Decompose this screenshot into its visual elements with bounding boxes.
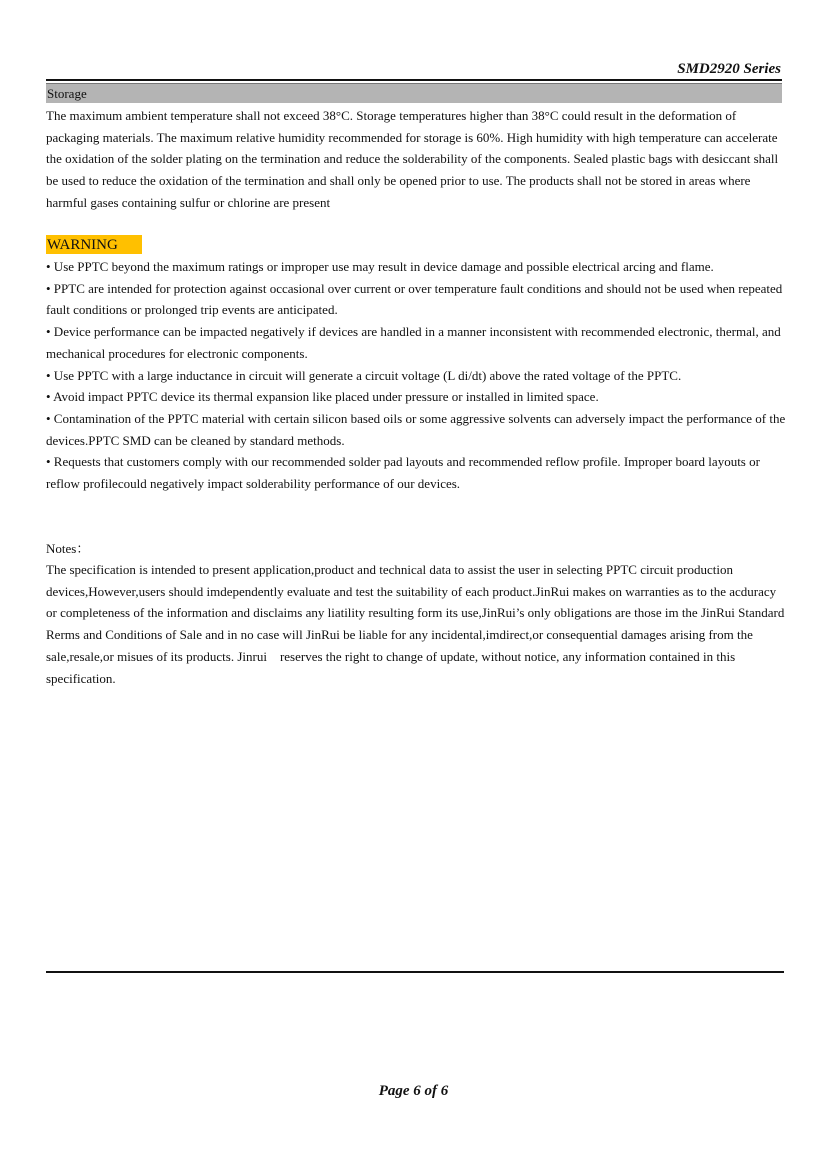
warning-heading [46,235,142,254]
warning-item: • Contamination of the PPTC material with certain silicon based oils or some aggressive solvents can adversely impact the performance of the devices.PPTC SMD can be cleaned by standard methods. [46,410,786,448]
series-title: SMD2920 Series [677,61,781,77]
warning-item: • Avoid impact PPTC device its thermal expansion like placed under pressure or installed in limited space. [46,389,599,405]
warning-item: • PPTC are intended for protection against occasional over current or over temperature fault conditions and should not be used when repeated fault conditions or prolonged trip events are anticipated. [46,280,783,318]
warning-item: • Requests that customers comply with our recommended solder pad layouts and recommended reflow profile. Improper board layouts or reflow profilecould negatively impact solderability performance of our devices. [46,454,760,492]
header-divider [46,79,782,81]
notes-paragraph: The specification is intended to present application,product and technical data to assist the user in selecting PPTC circuit production devices,However,users should imdependently evaluate and test the suitability of each product.JinRui makes on warranties as to the acduracy or completeness of the information and disclaims any liatility resulting form its use,JinRui’s only obligations are those im the JinRui Standard Rerms and Conditions of Sale and in no case will JinRui be liable for any incidental,imdirect,or consequential damages arising from the sale,resale,or misues of its products. Jinrui reserves the right to change of update, without notice, any information contained in this specification. [46,562,788,686]
storage-heading: Storage [46,84,782,103]
warning-item: • Device performance can be impacted negatively if devices are handled in a manner inconsistent with recommended electronic, thermal, and mechanical procedures for electronic components. [46,324,781,361]
warning-item: • Use PPTC beyond the maximum ratings or improper use may result in device damage and possible electrical arcing and flame. [46,259,714,274]
storage-paragraph: The maximum ambient temperature shall not exceed 38°C. Storage temperatures higher than 38°C could result in the deformation of packaging materials. The maximum relative humidity recommended for storage is 60%. High humidity with high temperature can accelerate the oxidation of the solder plating on the termination and reduce the solderability of the components. Sealed plastic bags with desiccant shall be used to reduce the oxidation of the termination and shall only be opened prior to use. The products shall not be stored in areas where harmful gases containing sulfur or chlorine are present [46,108,779,210]
warning-item: • Use PPTC with a large inductance in circuit will generate a circuit voltage (L di/dt) above the rated voltage of the PPTC. [46,367,682,383]
footer-divider [46,971,784,973]
warning-heading-text: WARNING [47,237,118,253]
page-number: Page 6 of 6 [378,1083,449,1099]
warning-list [46,256,786,495]
notes-heading: Notes： [46,541,90,556]
